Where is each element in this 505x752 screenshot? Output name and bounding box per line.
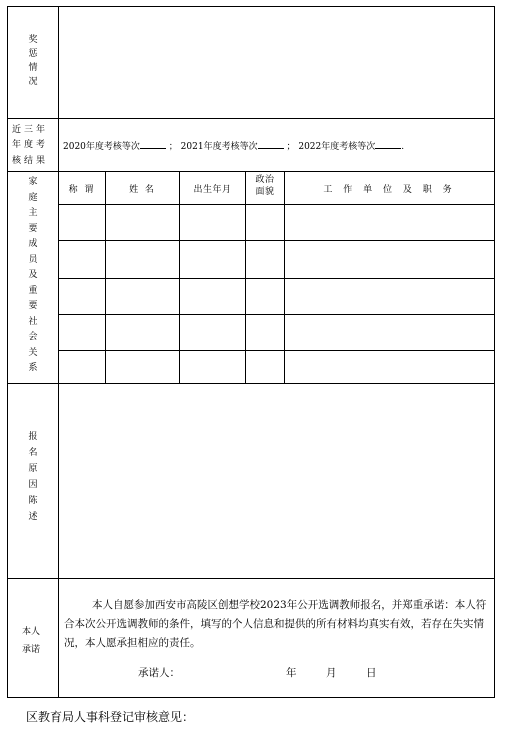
row-divider bbox=[58, 204, 494, 205]
reason-label: 报 名 原 因 陈 述 bbox=[28, 432, 38, 522]
awards-label: 奖 惩 情 况 bbox=[28, 35, 38, 87]
pledge-day: 日 bbox=[366, 667, 377, 679]
row-divider bbox=[58, 314, 494, 315]
row-divider bbox=[8, 578, 494, 579]
family-label: 家 庭 主 要 成 员 及 重 要 社 会 关 系 bbox=[28, 177, 38, 373]
assessment-label-line3: 核结果 bbox=[12, 156, 49, 166]
header-political: 政治 面貌 bbox=[255, 175, 275, 197]
pledge-label-line2: 承诺 bbox=[22, 645, 41, 655]
pledge-signer: 承诺人： bbox=[138, 667, 180, 679]
assessment-separator: ； bbox=[286, 142, 296, 152]
header-birth: 出生年月 bbox=[193, 185, 232, 195]
pledge-text: 本人自愿参加西安市高陵区创想学校2023年公开选调教师报名，并郑重承诺：本人符合本次公开选调教师的条件，填写的个人信息和提供的所有材料均真实有效，若存在失实情况，本人愿承担相应的责任。 bbox=[64, 599, 487, 649]
header-relation: 称 谓 bbox=[68, 185, 96, 195]
row-divider bbox=[8, 118, 494, 119]
assessment-2020-field[interactable] bbox=[140, 140, 166, 149]
row-divider bbox=[58, 350, 494, 351]
assessment-fields bbox=[63, 139, 404, 152]
assessment-label-line2: 年度考 bbox=[12, 140, 49, 150]
assessment-2022-field[interactable] bbox=[375, 140, 401, 149]
col-divider bbox=[284, 171, 285, 383]
col-divider bbox=[105, 171, 106, 383]
col-divider bbox=[245, 171, 246, 383]
header-work: 工 作 单 位 及 职 务 bbox=[323, 185, 456, 195]
row-divider bbox=[58, 278, 494, 279]
assessment-label-line1: 近三年 bbox=[12, 125, 49, 135]
pledge-label-line1: 本人 bbox=[22, 627, 41, 637]
awards-input-area[interactable] bbox=[59, 7, 494, 118]
assessment-2021-label: 2021年度考核等次 bbox=[180, 142, 258, 152]
col-divider bbox=[179, 171, 180, 383]
assessment-2022-label: 2022年度考核等次 bbox=[298, 142, 376, 152]
assessment-end: . bbox=[401, 142, 405, 152]
assessment-2021-field[interactable] bbox=[258, 140, 284, 149]
header-name: 姓 名 bbox=[129, 185, 156, 195]
pledge-month: 月 bbox=[326, 667, 337, 679]
assessment-2020-label: 2020年度考核等次 bbox=[63, 142, 140, 152]
application-form-table bbox=[7, 6, 495, 698]
reason-input-area[interactable] bbox=[59, 384, 494, 578]
pledge-year: 年 bbox=[286, 667, 297, 679]
footer-review-note: 区教育局人事科登记审核意见： bbox=[26, 710, 195, 724]
assessment-separator: ； bbox=[168, 142, 178, 152]
row-divider bbox=[58, 240, 494, 241]
row-divider bbox=[8, 171, 494, 172]
